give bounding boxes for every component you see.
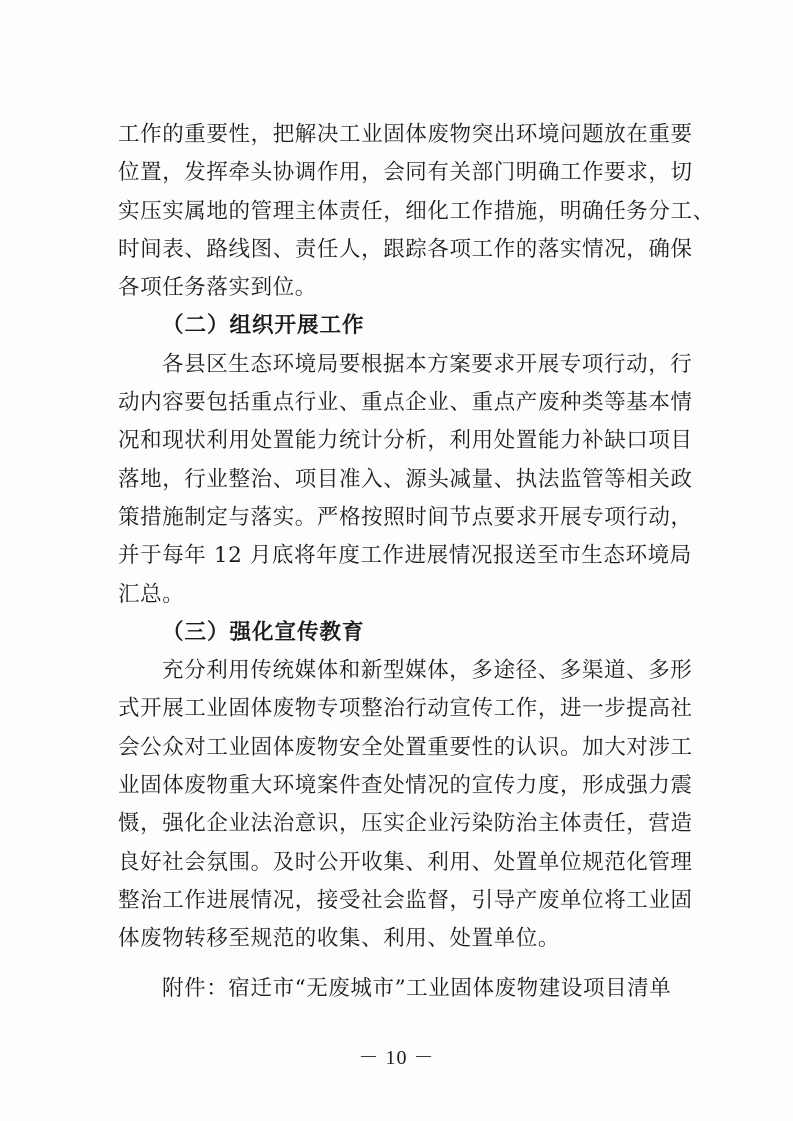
paragraph-2-line: 并于每年 12 月底将年度工作进展情况报送至市生态环境局 <box>118 543 692 569</box>
paragraph-2-line: 动内容要包括重点行业、重点企业、重点产废种类等基本情 <box>118 390 693 416</box>
paragraph-1-line: 时间表、路线图、责任人，跟踪各项工作的落实情况，确保 <box>118 236 693 262</box>
page-number: － 10 － <box>358 1047 435 1069</box>
section-heading-3: （三）强化宣传教育 <box>162 619 365 645</box>
body-text <box>118 116 715 959</box>
paragraph-3-line: 业固体废物重大环境案件查处情况的宣传力度，形成强力震 <box>118 773 693 799</box>
paragraph-3-line: 良好社会氛围。及时公开收集、利用、处置单位规范化管理 <box>118 849 693 875</box>
paragraph-2-line: 汇总。 <box>118 581 185 607</box>
paragraph-2-line: 各县区生态环境局要根据本方案要求开展专项行动，行 <box>162 351 693 377</box>
paragraph-1-line: 实压实属地的管理主体责任，细化工作措施，明确任务分工、 <box>118 198 715 224</box>
paragraph-3-line: 整治工作进展情况，接受社会监督，引导产废单位将工业固 <box>118 887 693 913</box>
paragraph-2-line: 况和现状利用处置能力统计分析，利用处置能力补缺口项目 <box>118 428 693 454</box>
paragraph-1-line: 位置，发挥牵头协调作用，会同有关部门明确工作要求，切 <box>118 160 693 186</box>
paragraph-3-line: 会公众对工业固体废物安全处置重要性的认识。加大对涉工 <box>118 734 693 760</box>
attachment-note: 附件：宿迁市“无废城市”工业固体废物建设项目清单 <box>162 976 672 1001</box>
paragraph-2-line: 策措施制定与落实。严格按照时间节点要求开展专项行动， <box>118 504 693 530</box>
section-heading-2: （二）组织开展工作 <box>162 313 365 339</box>
paragraph-3-line: 充分利用传统媒体和新型媒体，多途径、多渠道、多形 <box>162 658 693 684</box>
paragraph-3-line: 式开展工业固体废物专项整治行动宣传工作，进一步提高社 <box>118 696 693 722</box>
paragraph-3-line: 慑，强化企业法治意识，压实企业污染防治主体责任，营造 <box>118 811 693 837</box>
paragraph-3-line: 体废物转移至规范的收集、利用、处置单位。 <box>118 926 561 952</box>
paragraph-1-line: 各项任务落实到位。 <box>118 275 317 301</box>
paragraph-1-line: 工作的重要性，把解决工业固体废物突出环境问题放在重要 <box>118 122 693 147</box>
paragraph-2-line: 落地，行业整治、项目准入、源头减量、执法监管等相关政 <box>118 466 693 492</box>
